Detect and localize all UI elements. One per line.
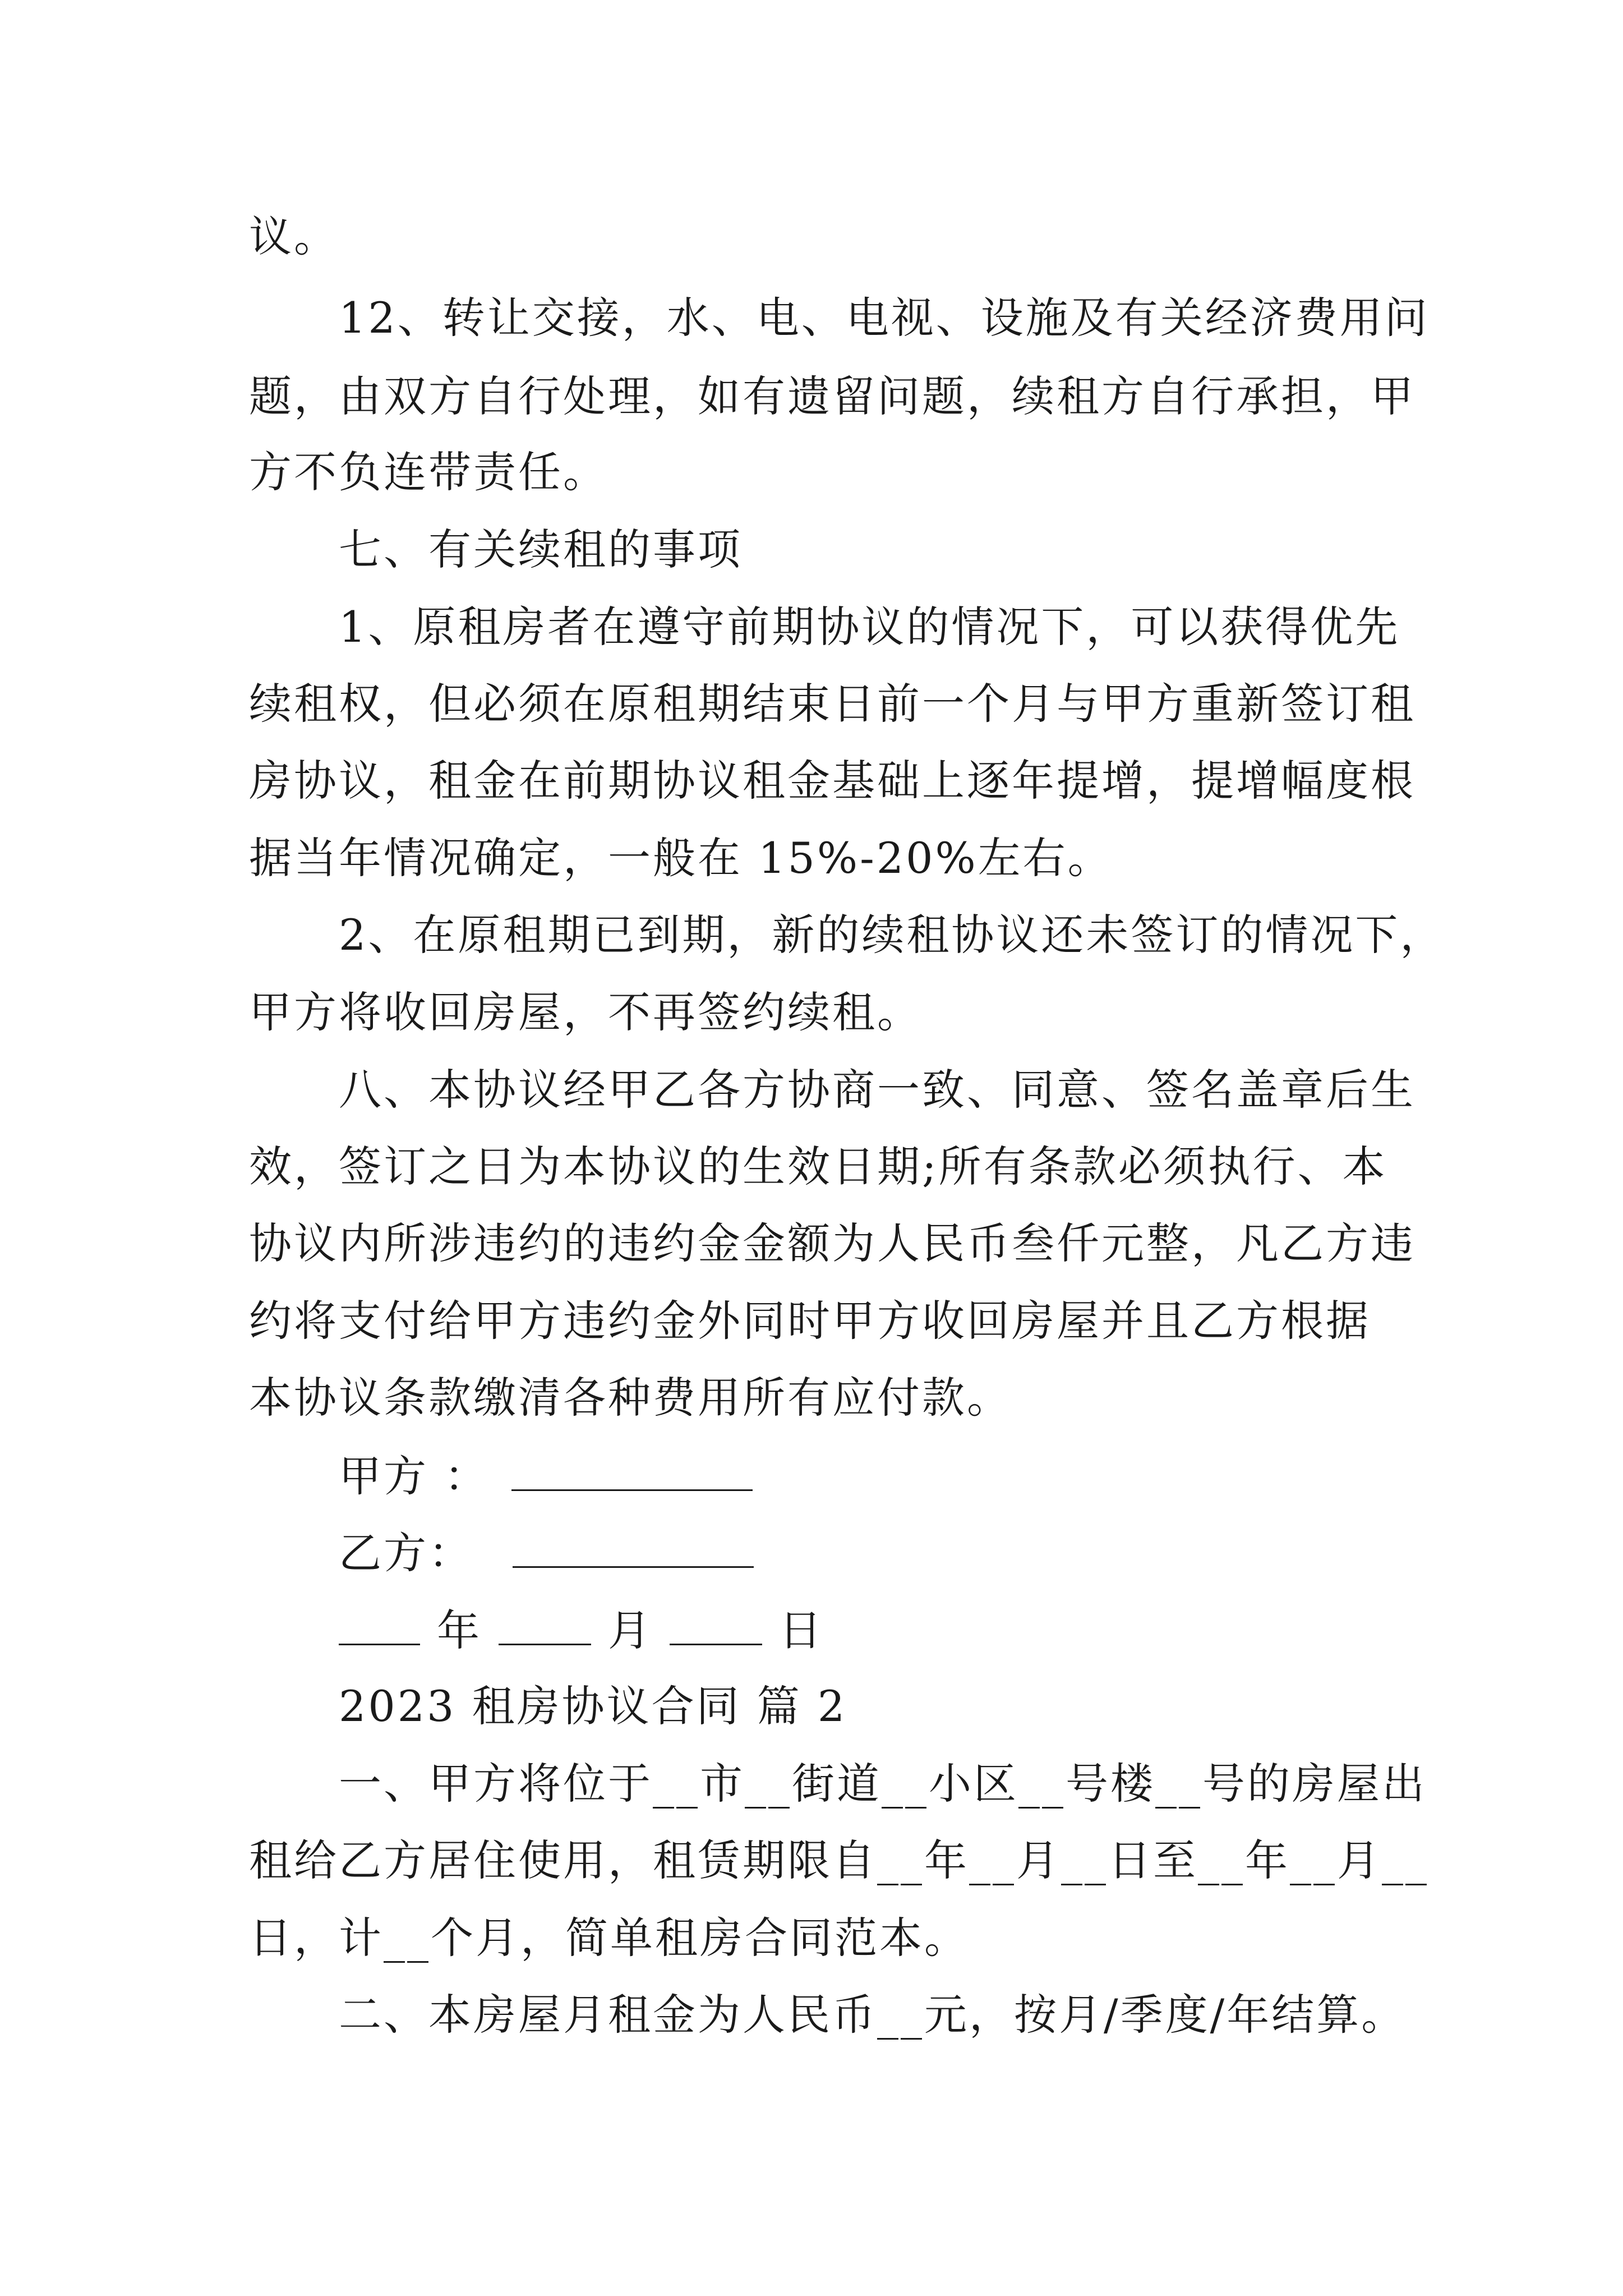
paragraph-line: 议。 xyxy=(249,211,339,261)
paragraph-line: 租给乙方居住使用，租赁期限自__年__月__日至__年__月__ xyxy=(249,1835,1429,1885)
party-b-label: 乙方： xyxy=(339,1528,473,1578)
section-heading: 七、有关续租的事项 xyxy=(339,524,743,574)
date-line xyxy=(339,1604,1505,1656)
party-b-blank xyxy=(513,1527,754,1568)
paragraph-line: 效，签订之日为本协议的生效日期;所有条款必须执行、本 xyxy=(249,1142,1387,1191)
year-blank xyxy=(339,1604,420,1645)
party-a-blank xyxy=(511,1450,753,1491)
paragraph-line: 方不负连带责任。 xyxy=(249,447,608,497)
day-label: 日 xyxy=(779,1605,824,1655)
paragraph-line: 据当年情况确定，一般在 15%-20%左右。 xyxy=(249,833,1113,883)
paragraph-line: 题，由双方自行处理，如有遗留问题，续租方自行承担，甲 xyxy=(249,371,1415,421)
paragraph-line: 本协议条款缴清各种费用所有应付款。 xyxy=(249,1373,1012,1423)
paragraph-line: 八、本协议经甲乙各方协商一致、同意、签名盖章后生 xyxy=(339,1065,1415,1115)
paragraph-line: 甲方将收回房屋，不再签约续租。 xyxy=(249,987,922,1037)
party-a-signature xyxy=(339,1450,1505,1502)
paragraph-line: 约将支付给甲方违约金外同时甲方收回房屋并且乙方根据 xyxy=(249,1296,1371,1346)
paragraph-line: 12、转让交接，水、电、电视、设施及有关经济费用问 xyxy=(339,293,1430,343)
month-label: 月 xyxy=(608,1605,653,1655)
year-label: 年 xyxy=(437,1605,482,1655)
paragraph-line: 二、本房屋月租金为人民币__元，按月/季度/年结算。 xyxy=(339,1990,1407,2040)
paragraph-line: 协议内所涉违约的违约金金额为人民币叁仟元整，凡乙方违 xyxy=(249,1218,1415,1268)
party-b-signature xyxy=(339,1527,1505,1579)
paragraph-line: 房协议，租金在前期协议租金基础上逐年提增，提增幅度根 xyxy=(249,756,1415,806)
paragraph-line: 2、在原租期已到期，新的续租协议还未签订的情况下， xyxy=(339,910,1445,960)
section-title: 2023 租房协议合同 篇 2 xyxy=(339,1681,847,1731)
party-a-label: 甲方 ： xyxy=(339,1451,490,1501)
paragraph-line: 1、原租房者在遵守前期协议的情况下，可以获得优先 xyxy=(339,602,1400,652)
day-blank xyxy=(670,1604,762,1645)
paragraph-line: 一、甲方将位于__市__街道__小区__号楼__号的房屋出 xyxy=(339,1759,1427,1809)
month-blank xyxy=(499,1604,591,1645)
paragraph-line: 续租权，但必须在原租期结束日前一个月与甲方重新签订租 xyxy=(249,679,1415,729)
paragraph-line: 日，计__个月，简单租房合同范本。 xyxy=(249,1913,969,1963)
